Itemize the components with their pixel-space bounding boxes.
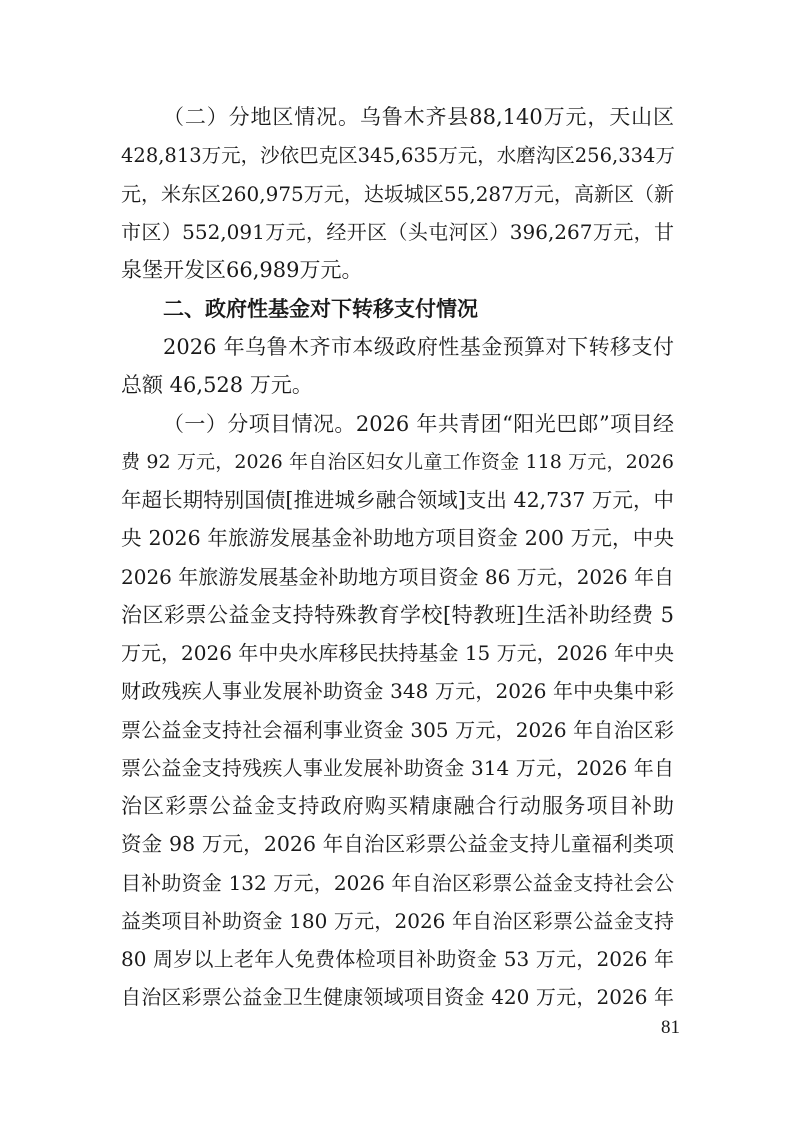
paragraph-line: （二）分地区情况。乌鲁木齐县88,140万元，天山区 xyxy=(163,105,674,129)
paragraph-line: 票公益金支持社会福利事业资金 305 万元，2026 年自治区彩 xyxy=(121,718,674,742)
paragraph-line: （一）分项目情况。2026 年共青团“阳光巴郎”项目经 xyxy=(163,412,674,436)
paragraph-line: 市区）552,091万元，经开区（头屯河区）396,267万元，甘 xyxy=(121,220,674,244)
paragraph-line: 治区彩票公益金支持政府购买精康融合行动服务项目补助 xyxy=(121,794,674,818)
paragraph-line: 泉堡开发区66,989万元。 xyxy=(121,258,363,282)
page-number: 81 xyxy=(661,1017,680,1038)
paragraph-line: 财政残疾人事业发展补助资金 348 万元，2026 年中央集中彩 xyxy=(121,679,674,703)
paragraph-line: 2026 年乌鲁木齐市本级政府性基金预算对下转移支付 xyxy=(163,335,674,359)
section-heading: 二、政府性基金对下转移支付情况 xyxy=(163,297,478,321)
paragraph-line: 费 92 万元，2026 年自治区妇女儿童工作资金 118 万元，2026 xyxy=(121,451,674,473)
paragraph-line: 80 周岁以上老年人免费体检项目补助资金 53 万元，2026 年 xyxy=(121,947,674,971)
paragraph-line: 年超长期特别国债[推进城乡融合领域]支出 42,737 万元，中 xyxy=(121,488,674,512)
paragraph-line: 总额 46,528 万元。 xyxy=(121,373,313,397)
paragraph-line: 2026 年旅游发展基金补助地方项目资金 86 万元，2026 年自 xyxy=(121,565,674,589)
paragraph-line: 资金 98 万元，2026 年自治区彩票公益金支持儿童福利类项 xyxy=(121,832,674,856)
paragraph-line: 目补助资金 132 万元，2026 年自治区彩票公益金支持社会公 xyxy=(121,871,674,895)
paragraph-line: 万元，2026 年中央水库移民扶持基金 15 万元，2026 年中央 xyxy=(121,641,674,665)
paragraph-line: 治区彩票公益金支持特殊教育学校[特教班]生活补助经费 5 xyxy=(121,603,674,627)
paragraph-line: 428,813万元，沙依巴克区345,635万元，水磨沟区256,334万 xyxy=(121,144,675,167)
paragraph-line: 自治区彩票公益金卫生健康领域项目资金 420 万元，2026 年 xyxy=(121,985,674,1009)
paragraph-line: 央 2026 年旅游发展基金补助地方项目资金 200 万元，中央 xyxy=(121,526,674,550)
paragraph-line: 元，米东区260,975万元，达坂城区55,287万元，高新区（新 xyxy=(121,182,674,206)
paragraph-line: 票公益金支持残疾人事业发展补助资金 314 万元，2026 年自 xyxy=(121,756,674,780)
paragraph-line: 益类项目补助资金 180 万元，2026 年自治区彩票公益金支持 xyxy=(121,909,674,933)
